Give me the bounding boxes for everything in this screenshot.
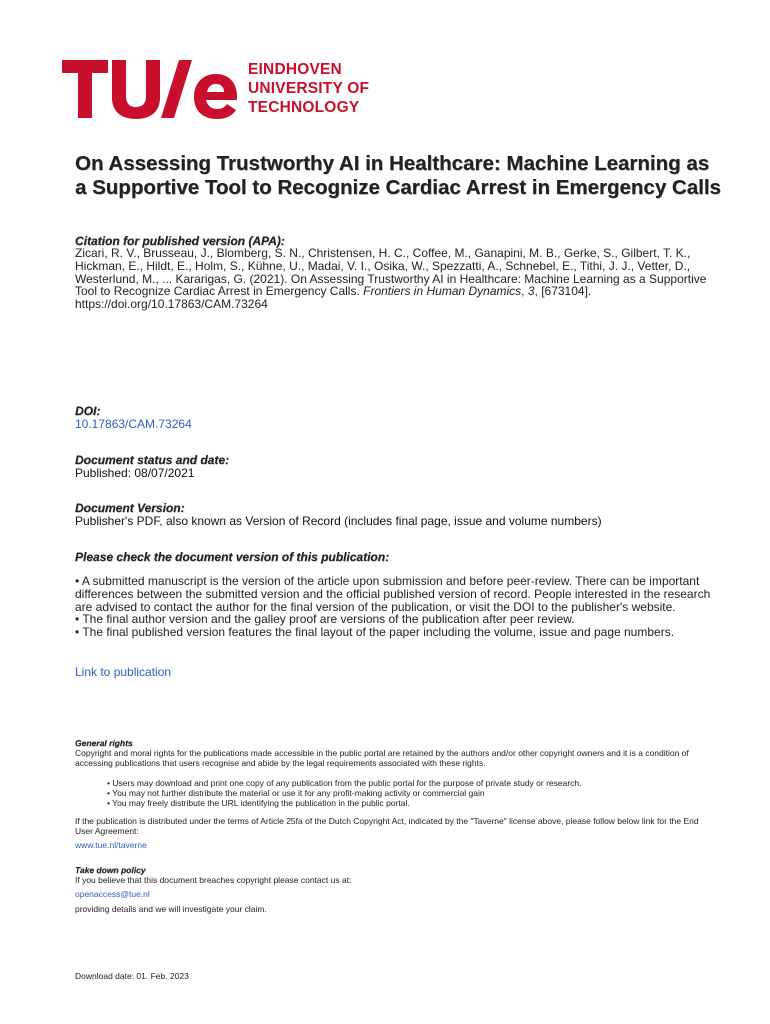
university-name — [248, 60, 369, 117]
rights-text: Copyright and moral rights for the publications made accessible in the public portal are retained by the authors and/or other copyright owners and it is a condition of accessing publications that users recognise and abide by the legal requirements associated with these rights. — [75, 748, 689, 768]
takedown-label: Take down policy — [75, 865, 146, 875]
citation-tail: , [673104]. https://doi.org/10.17863/CAM.73264 — [75, 284, 592, 312]
check-bullet-3: • The final published version features the final layout of the paper including the volume, issue and page numbers. — [75, 625, 675, 640]
logo-line-1: EINDHOVEN — [248, 61, 342, 78]
citation-label: Citation for published version (APA): — [75, 234, 285, 248]
rights-item-2: • You may not further distribute the material or use it for any profit-making activity or commercial gain — [107, 788, 485, 798]
tue-logo-mark — [62, 58, 238, 120]
doi-link[interactable]: 10.17863/CAM.73264 — [75, 417, 192, 431]
version-label: Document Version: — [75, 501, 185, 515]
taverne-link[interactable]: www.tue.nl/taverne — [75, 840, 147, 850]
check-bullet-1: • A submitted manuscript is the version of the article upon submission and before peer-review. There can be important differences between the submitted version and the official published version of record. People interested in the research are advised to contact the author for the final version of the publication, or visit the DOI to the publisher's website. — [75, 574, 711, 614]
rights-item-3: • You may freely distribute the URL identifying the publication in the public portal. — [107, 798, 410, 808]
publication-link[interactable]: Link to publication — [75, 665, 172, 679]
logo-line-2: UNIVERSITY OF — [248, 80, 370, 97]
status-value: Published: 08/07/2021 — [75, 466, 195, 480]
citation-journal: Frontiers in Human Dynamics — [363, 284, 522, 299]
citation-text — [75, 247, 725, 311]
citation-main: Zicari, R. V., Brusseau, J., Blomberg, S. N., Christensen, H. C., Coffee, M., Ganapini, M. B., Gerke, S., Gilbert, T. K., Hickman, E., Hildt, E., Holm, S., Kühne, U., Madai, V. I., Osika, W., Spezzatti, A., Schnebel, E., Tithi, J. J., Vetter, D., Westerlund, M., ... Kararigas, G. (2021). On Assessing Trustworthy AI in Healthcare: Machine Learning as a Supportive Tool to Recognize Cardiac Arrest in Emergency Calls. — [75, 246, 707, 299]
takedown-text-2: providing details and we will investigate your claim. — [75, 904, 267, 914]
status-label: Document status and date: — [75, 453, 230, 467]
download-date: Download date: 01. Feb. 2023 — [75, 971, 189, 981]
citation-journal-sep: , — [521, 284, 528, 299]
doi-label: DOI: — [75, 404, 101, 418]
publication-title: On Assessing Trustworthy AI in Healthcare: Machine Learning as a Supportive Tool to Recognize Cardiac Arrest in Emergency Calls — [75, 152, 721, 199]
citation-volume: 3 — [527, 284, 535, 299]
rights-item-1: • Users may download and print one copy of any publication from the public portal for the purpose of private study or research. — [107, 778, 582, 788]
taverne-text: If the publication is distributed under the terms of Article 25fa of the Dutch Copyright Act, indicated by the "Taverne" license above, please follow below link for the End User Agreement: — [75, 816, 699, 836]
rights-label: General rights — [75, 738, 133, 748]
check-label: Please check the document version of this publication: — [75, 550, 390, 564]
check-bullets — [75, 575, 720, 639]
tue-logo — [62, 58, 392, 120]
takedown-email-link[interactable]: openaccess@tue.nl — [75, 889, 150, 899]
rights-list — [107, 778, 582, 808]
logo-line-3: TECHNOLOGY — [248, 99, 360, 116]
check-bullet-2: • The final author version and the galley proof are versions of the publication after peer review. — [75, 612, 575, 627]
version-value: Publisher's PDF, also known as Version of Record (includes final page, issue and volume numbers) — [75, 514, 602, 528]
takedown-text: If you believe that this document breaches copyright please contact us at: — [75, 875, 352, 885]
